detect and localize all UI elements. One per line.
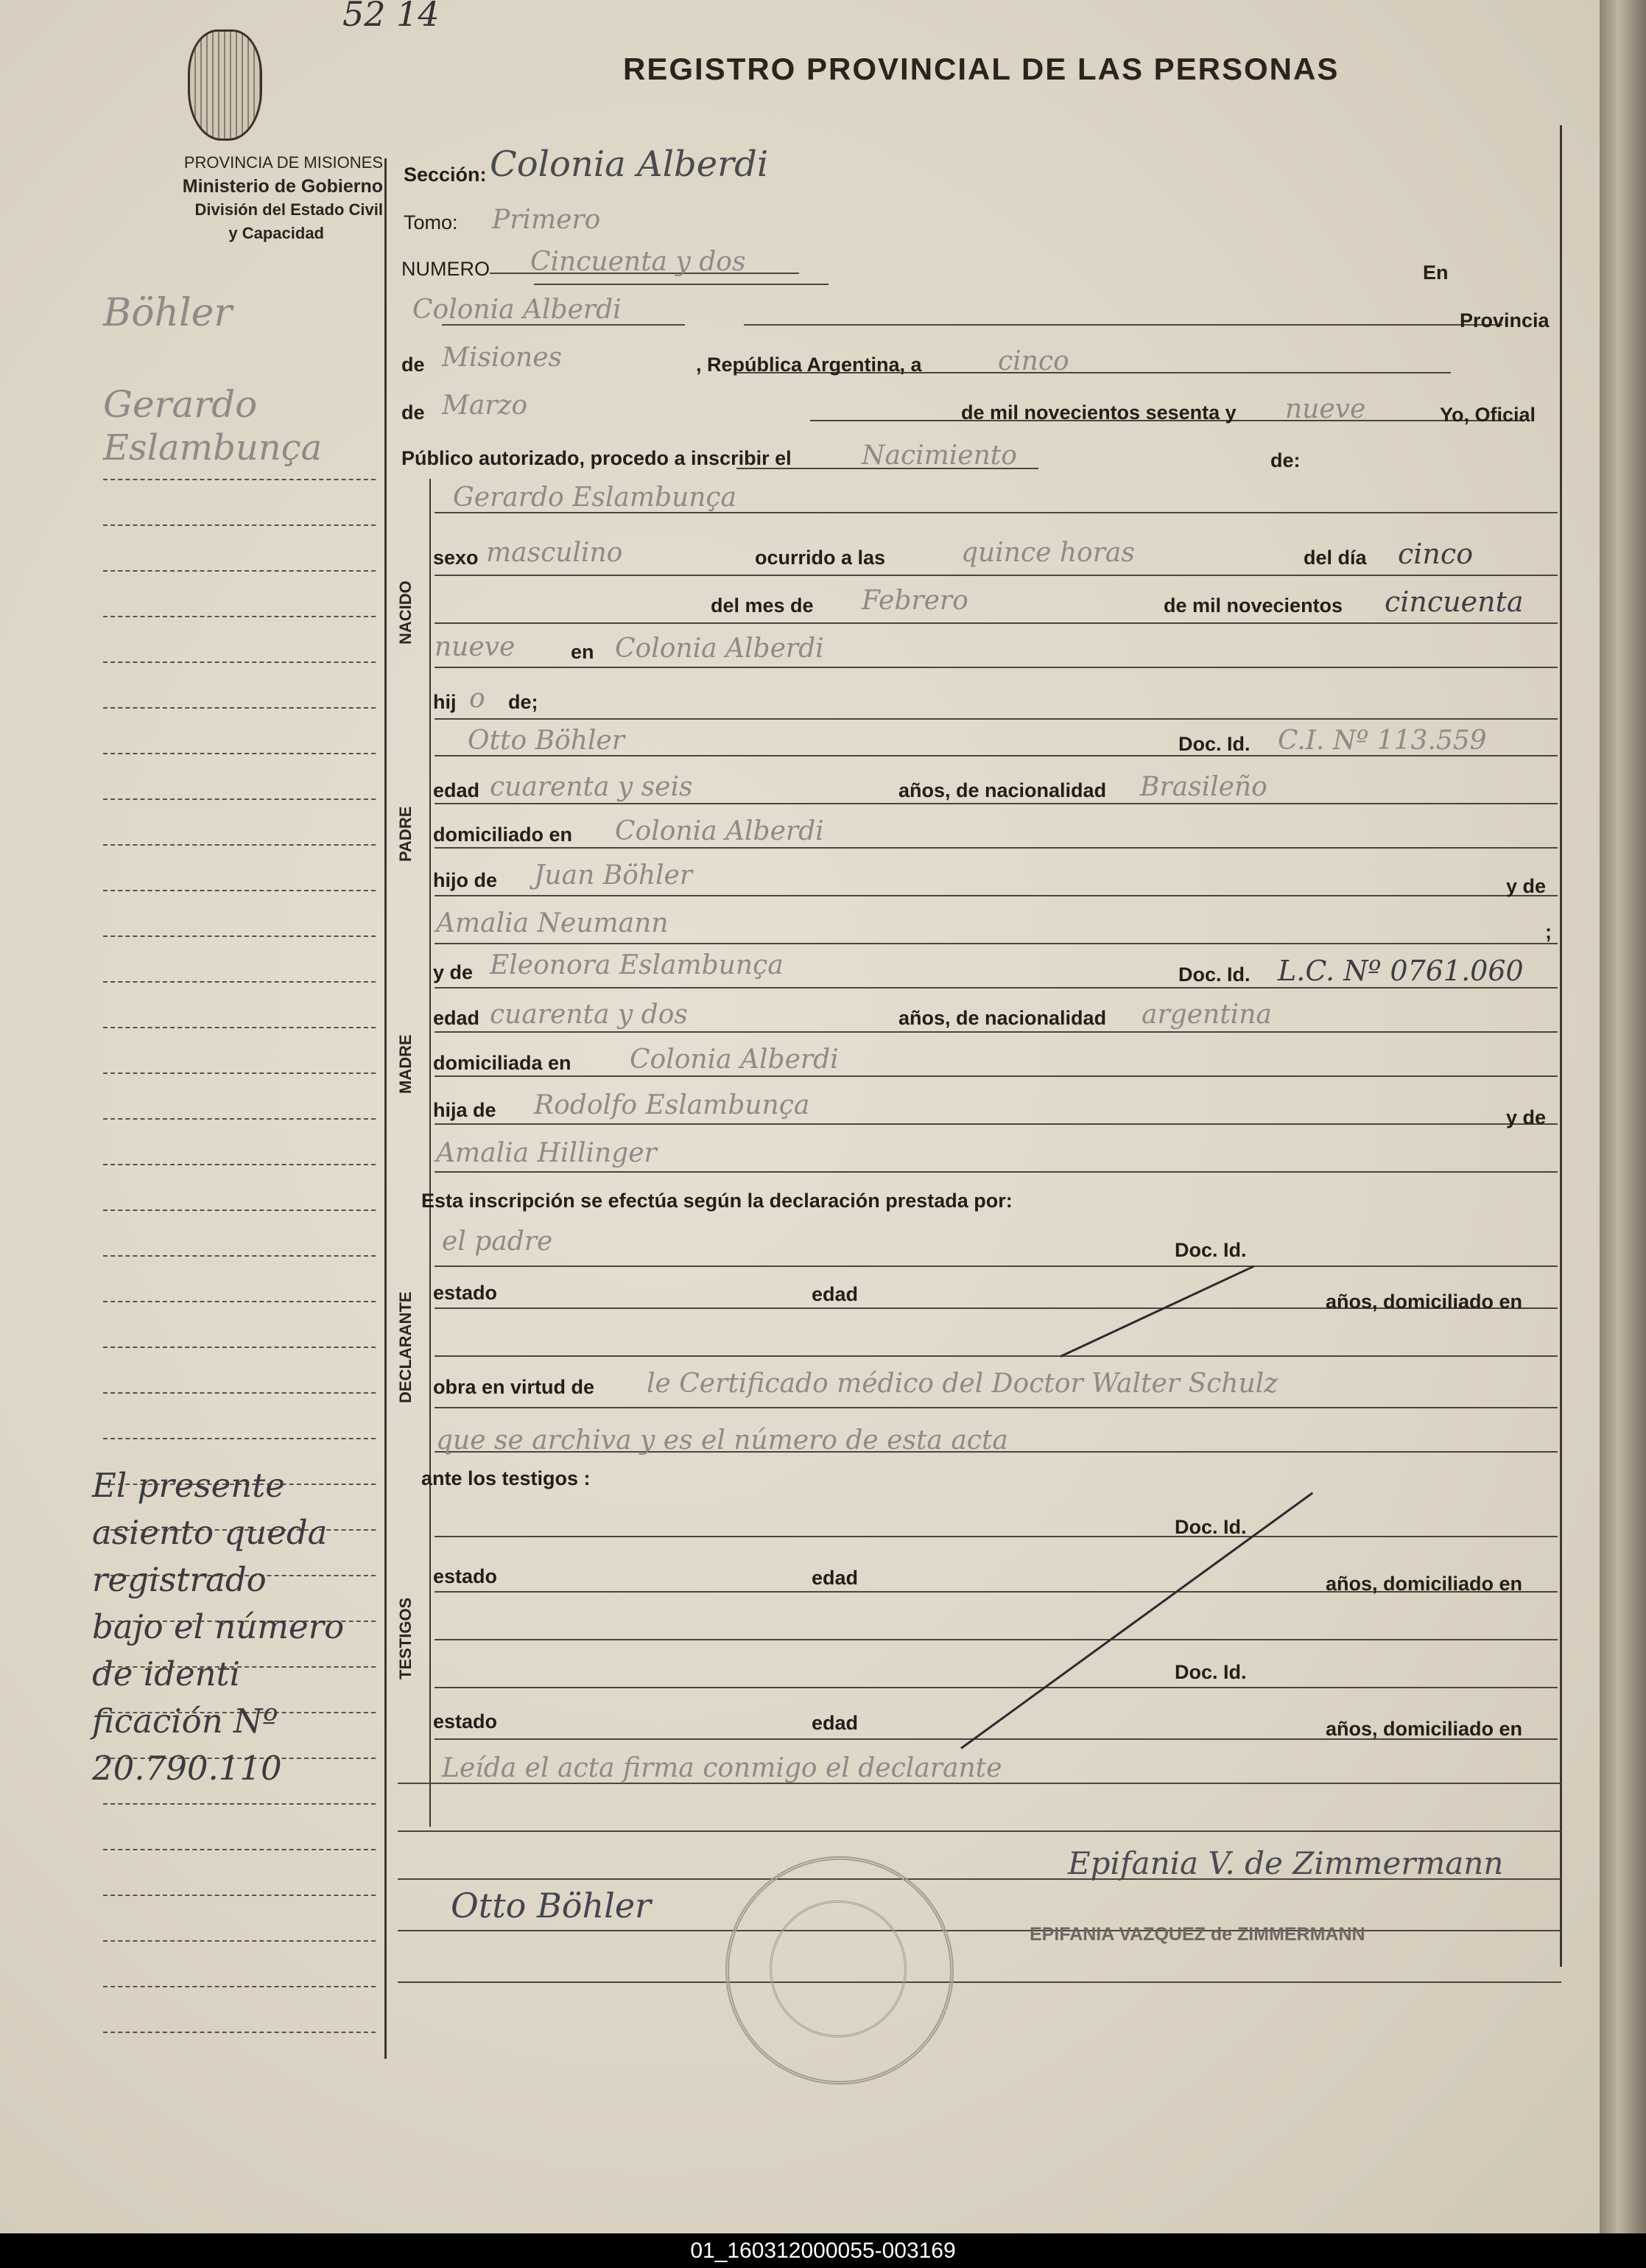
- form-ruled-line: [435, 895, 1558, 896]
- form-ruled-line: [435, 1536, 1558, 1537]
- margin-ruled-line: [103, 707, 376, 709]
- ministry-line2: Ministerio de Gobierno: [182, 176, 383, 197]
- margin-ruled-line: [103, 1301, 376, 1302]
- year-label: de mil novecientos sesenta y: [961, 401, 1237, 424]
- birth-year-value-2: nueve: [435, 632, 516, 662]
- margin-divider: [384, 158, 387, 2059]
- nacido-section-label: NACIDO: [396, 580, 415, 645]
- record-month-value: Marzo: [442, 390, 528, 421]
- father-edad-label: edad: [433, 779, 480, 801]
- mother-hija-label: hija de: [433, 1099, 496, 1121]
- margin-ruled-line: [103, 1164, 376, 1165]
- yo-oficial-label: Yo, Oficial: [1440, 404, 1536, 426]
- father-dom-value: Colonia Alberdi: [615, 816, 824, 846]
- right-border: [1560, 125, 1562, 1967]
- witness1-anos-label: años, domiciliado en: [1326, 1573, 1523, 1595]
- birth-day-value: cinco: [1398, 538, 1474, 570]
- hijo-de-label: de;: [508, 691, 538, 713]
- act-value: Nacimiento: [862, 440, 1017, 471]
- margin-ruled-line: [103, 1940, 376, 1942]
- declarant-edad-label: edad: [812, 1283, 859, 1305]
- margin-ruled-line: [103, 479, 376, 480]
- seccion-value: Colonia Alberdi: [490, 144, 769, 185]
- ministry-block: [88, 151, 383, 245]
- margin-ruled-line: [103, 1118, 376, 1120]
- form-ruled-line: [435, 987, 1558, 989]
- margin-surname: Böhler: [103, 291, 233, 335]
- numero-label: NUMERO: [401, 258, 490, 280]
- declarante-section-label: DECLARANTE: [396, 1291, 415, 1403]
- form-ruled-line: [435, 575, 1558, 576]
- margin-ruled-line: [103, 1849, 376, 1850]
- place-value: Colonia Alberdi: [412, 295, 622, 325]
- margin-ruled-line: [103, 935, 376, 937]
- margin-ruled-line: [103, 1986, 376, 1987]
- ocurrido-label: ocurrido a las: [755, 547, 886, 569]
- form-ruled-line: [435, 667, 1558, 668]
- witness1-doc-label: Doc. Id.: [1175, 1516, 1247, 1538]
- margin-note-line3: registrado: [92, 1560, 267, 1599]
- margin-note-line6: ficación Nº: [92, 1702, 278, 1741]
- obra-value: le Certificado médico del Doctor Walter Schulz: [647, 1369, 1279, 1399]
- birth-place-value: Colonia Alberdi: [615, 633, 824, 664]
- closing-value: Leída el acta firma conmigo el declarante: [442, 1753, 1002, 1783]
- record-day-value: cinco: [998, 346, 1069, 376]
- paternal-grandfather-value: Juan Böhler: [534, 860, 693, 891]
- margin-given-name-1: Gerardo: [103, 383, 258, 426]
- mother-edad-value: cuarenta y dos: [490, 1000, 688, 1030]
- hijo-label: hij: [433, 691, 457, 713]
- margin-ruled-line: [103, 1803, 376, 1805]
- witness1-edad-label: edad: [812, 1567, 859, 1589]
- form-ruled-line: [435, 803, 1558, 804]
- margin-ruled-line: [103, 753, 376, 754]
- form-ruled-line: [435, 1171, 1558, 1173]
- margin-ruled-line: [103, 661, 376, 663]
- record-year-value: nueve: [1285, 394, 1366, 424]
- form-ruled-line: [435, 1687, 1558, 1688]
- provincia-label: Provincia: [1460, 309, 1550, 331]
- maternal-grandfather-value: Rodolfo Eslambunça: [534, 1090, 810, 1120]
- de-label: de: [401, 354, 425, 376]
- margin-note: [92, 1462, 344, 1792]
- ministry-line3: División del Estado Civil: [194, 200, 383, 219]
- witness2-doc-label: Doc. Id.: [1175, 1661, 1247, 1683]
- father-yde-label: y de: [1506, 875, 1547, 897]
- father-dom-label: domiciliado en: [433, 824, 573, 846]
- form-ruled-line: [398, 1830, 1561, 1832]
- mother-dom-label: domiciliada en: [433, 1052, 571, 1074]
- father-doc-label: Doc. Id.: [1178, 733, 1251, 755]
- corner-marks: 52 14: [342, 0, 440, 34]
- margin-ruled-line: [103, 1895, 376, 1896]
- father-nac-label: años, de nacionalidad: [898, 779, 1107, 801]
- declarant-doc-label: Doc. Id.: [1175, 1239, 1247, 1261]
- declaracion-label: Esta inscripción se efectúa según la declaración prestada por:: [421, 1190, 1013, 1212]
- form-ruled-line: [1053, 324, 1473, 326]
- margin-ruled-line: [103, 1210, 376, 1211]
- form-ruled-line: [435, 847, 1558, 849]
- testigos-label: ante los testigos :: [421, 1467, 591, 1489]
- declarant-cancel-slash: [1060, 1265, 1254, 1358]
- delmes-label: del mes de: [711, 594, 814, 617]
- mother-edad-label: edad: [433, 1007, 480, 1029]
- witness1-estado-label: estado: [433, 1565, 498, 1587]
- sexo-value: masculino: [486, 538, 623, 568]
- margin-note-line1: El presente: [92, 1466, 285, 1505]
- father-hijo-label: hijo de: [433, 869, 497, 891]
- margin-ruled-line: [103, 844, 376, 846]
- image-id-footer: 01_160312000055-003169: [0, 2233, 1646, 2268]
- paternal-grandmother-value: Amalia Neumann: [436, 908, 669, 938]
- madre-section-label: MADRE: [396, 1034, 415, 1094]
- book-spine: [1600, 0, 1646, 2268]
- father-semicolon: ;: [1545, 921, 1552, 943]
- father-edad-value: cuarenta y seis: [490, 772, 693, 802]
- margin-ruled-line: [103, 981, 376, 983]
- mother-yde-label: y de: [433, 961, 474, 983]
- coat-of-arms-seal: [188, 29, 262, 141]
- margin-ruled-line: [103, 570, 376, 572]
- form-ruled-line: [435, 1639, 1558, 1640]
- witness2-estado-label: estado: [433, 1710, 498, 1732]
- ministry-line4: y Capacidad: [228, 224, 324, 242]
- testigos-section-label: TESTIGOS: [396, 1597, 415, 1679]
- birth-year-value: cincuenta: [1385, 586, 1524, 618]
- margin-ruled-line: [103, 1255, 376, 1257]
- publico-label: Público autorizado, procedo a inscribir el: [401, 447, 792, 469]
- mother-nac-label: años, de nacionalidad: [898, 1007, 1107, 1029]
- margin-ruled-line: [103, 616, 376, 617]
- obra-label: obra en virtud de: [433, 1376, 595, 1398]
- form-ruled-line: [435, 1031, 1558, 1033]
- en-label: En: [1423, 261, 1449, 284]
- nacido-name-value: Gerardo Eslambunça: [453, 482, 737, 513]
- declarant-estado-label: estado: [433, 1282, 498, 1304]
- birth-month-value: Febrero: [862, 586, 968, 616]
- witness-cancel-slash: [960, 1492, 1313, 1749]
- form-ruled-line: [435, 943, 1558, 944]
- form-ruled-line: [435, 1265, 1558, 1267]
- margin-ruled-line: [103, 890, 376, 891]
- official-name-stamp: EPIFANIA VAZQUEZ de ZIMMERMANN: [1030, 1924, 1365, 1945]
- hour-value: quince horas: [961, 538, 1135, 568]
- margin-note-line4: bajo el número: [92, 1607, 345, 1646]
- form-ruled-line: [398, 1981, 1561, 1983]
- margin-ruled-line: [103, 1438, 376, 1439]
- declarant-anos-label: años, domiciliado en: [1326, 1291, 1523, 1313]
- form-ruled-line: [398, 1930, 1561, 1931]
- mother-nac-value: argentina: [1142, 1000, 1272, 1030]
- padre-section-label: PADRE: [396, 806, 415, 862]
- witness2-anos-label: años, domiciliado en: [1326, 1718, 1523, 1740]
- mother-doc-value: L.C. Nº 0761.060: [1278, 955, 1524, 987]
- mother-dom-value: Colonia Alberdi: [630, 1045, 839, 1075]
- province-value: Misiones: [442, 343, 563, 373]
- form-ruled-line: [435, 1407, 1558, 1408]
- father-doc-value: C.I. Nº 113.559: [1278, 726, 1487, 756]
- form-ruled-line: [435, 1123, 1558, 1125]
- numero-value: Cincuenta y dos: [530, 247, 746, 277]
- tomo-label: Tomo:: [404, 211, 458, 234]
- form-ruled-line: [435, 718, 1558, 720]
- republica-label: , República Argentina, a: [696, 354, 922, 376]
- register-title: REGISTRO PROVINCIAL DE LAS PERSONAS: [623, 52, 1340, 86]
- margin-ruled-line: [103, 1027, 376, 1028]
- de2-label: de: [401, 401, 425, 424]
- hijo-suffix-value: o: [469, 684, 485, 714]
- margin-ruled-line: [103, 798, 376, 800]
- seccion-label: Sección:: [404, 164, 487, 186]
- form-ruled-line: [435, 1075, 1558, 1077]
- declarant-signature: Otto Böhler: [451, 1886, 652, 1925]
- form-ruled-line: [435, 1355, 1558, 1357]
- declarant-name-value: el padre: [442, 1226, 553, 1257]
- margin-ruled-line: [103, 524, 376, 526]
- birth-year-label: de mil novecientos: [1164, 594, 1343, 617]
- form-ruled-line: [435, 622, 1558, 624]
- nacido-en-label: en: [571, 641, 594, 663]
- margin-ruled-line: [103, 1072, 376, 1074]
- deldia-label: del día: [1304, 547, 1367, 569]
- father-nac-value: Brasileño: [1140, 772, 1267, 802]
- form-ruled-line: [534, 284, 829, 285]
- margin-given-name-2: Eslambunça: [103, 427, 323, 468]
- maternal-grandmother-value: Amalia Hillinger: [436, 1138, 657, 1168]
- mother-name-value: Eleonora Eslambunça: [490, 950, 784, 980]
- tomo-value: Primero: [492, 205, 601, 235]
- ministry-line1: PROVINCIA DE MISIONES: [183, 153, 383, 172]
- section-divider: [429, 479, 431, 1827]
- sexo-label: sexo: [433, 547, 479, 569]
- mother-doc-label: Doc. Id.: [1178, 963, 1251, 986]
- margin-note-line5: de identi: [92, 1654, 241, 1693]
- father-name-value: Otto Böhler: [468, 726, 625, 756]
- margin-note-line2: asiento queda: [92, 1513, 328, 1552]
- margin-ruled-line: [103, 1347, 376, 1348]
- mother-yde2-label: y de: [1506, 1106, 1547, 1128]
- obra-value-2: que se archiva y es el número de esta acta: [436, 1425, 1008, 1456]
- official-stamp-inner: [770, 1900, 907, 2037]
- witness2-edad-label: edad: [812, 1712, 859, 1734]
- margin-note-line7: 20.790.110: [92, 1749, 282, 1788]
- official-signature: Epifania V. de Zimmermann: [1068, 1845, 1504, 1881]
- margin-ruled-line: [103, 1392, 376, 1394]
- de3-label: de:: [1270, 449, 1301, 471]
- margin-ruled-line: [103, 2032, 376, 2033]
